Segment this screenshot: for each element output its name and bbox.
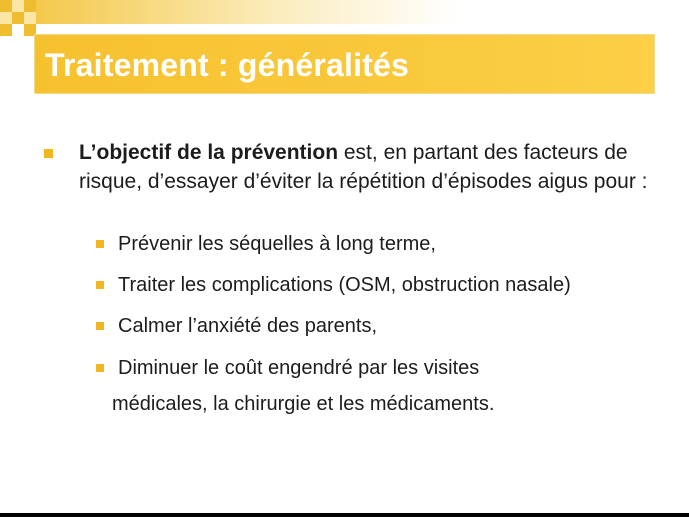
decorative-square (12, 0, 24, 12)
sub-bullet-square-icon (96, 322, 104, 330)
main-bullet-rest: est, en partant des facteurs de risque, d’essayer d’éviter la répétition d’épisodes aigus pour : (79, 141, 648, 193)
main-bullet-text (79, 138, 649, 196)
sub-bullet-text: Traiter les complications (OSM, obstruction nasale) (118, 274, 571, 296)
bottom-border (0, 513, 689, 517)
decorative-square (0, 24, 12, 36)
main-bullet-bold: L’objectif de la prévention (79, 141, 339, 164)
sub-bullet-square-icon (96, 240, 104, 248)
sub-bullet-text: Diminuer le coût engendré par les visites (118, 357, 480, 379)
sub-bullet-text: Prévenir les séquelles à long terme, (118, 233, 436, 255)
decorative-square (0, 0, 12, 12)
bullet-square-icon (44, 149, 53, 158)
decorative-gradient-bar (0, 0, 460, 24)
title-bar (34, 34, 655, 94)
decorative-square (12, 12, 24, 24)
decorative-square (24, 0, 36, 12)
sub-bullet-text: Calmer l’anxiété des parents, (118, 315, 378, 337)
sub-bullet-square-icon (96, 281, 104, 289)
slide-title: Traitement : généralités (45, 47, 410, 83)
sub-bullet-continuation: médicales, la chirurgie et les médicaments. (112, 393, 495, 415)
sub-bullet-square-icon (96, 364, 104, 372)
decorative-square (0, 12, 12, 24)
decorative-square (24, 12, 36, 24)
